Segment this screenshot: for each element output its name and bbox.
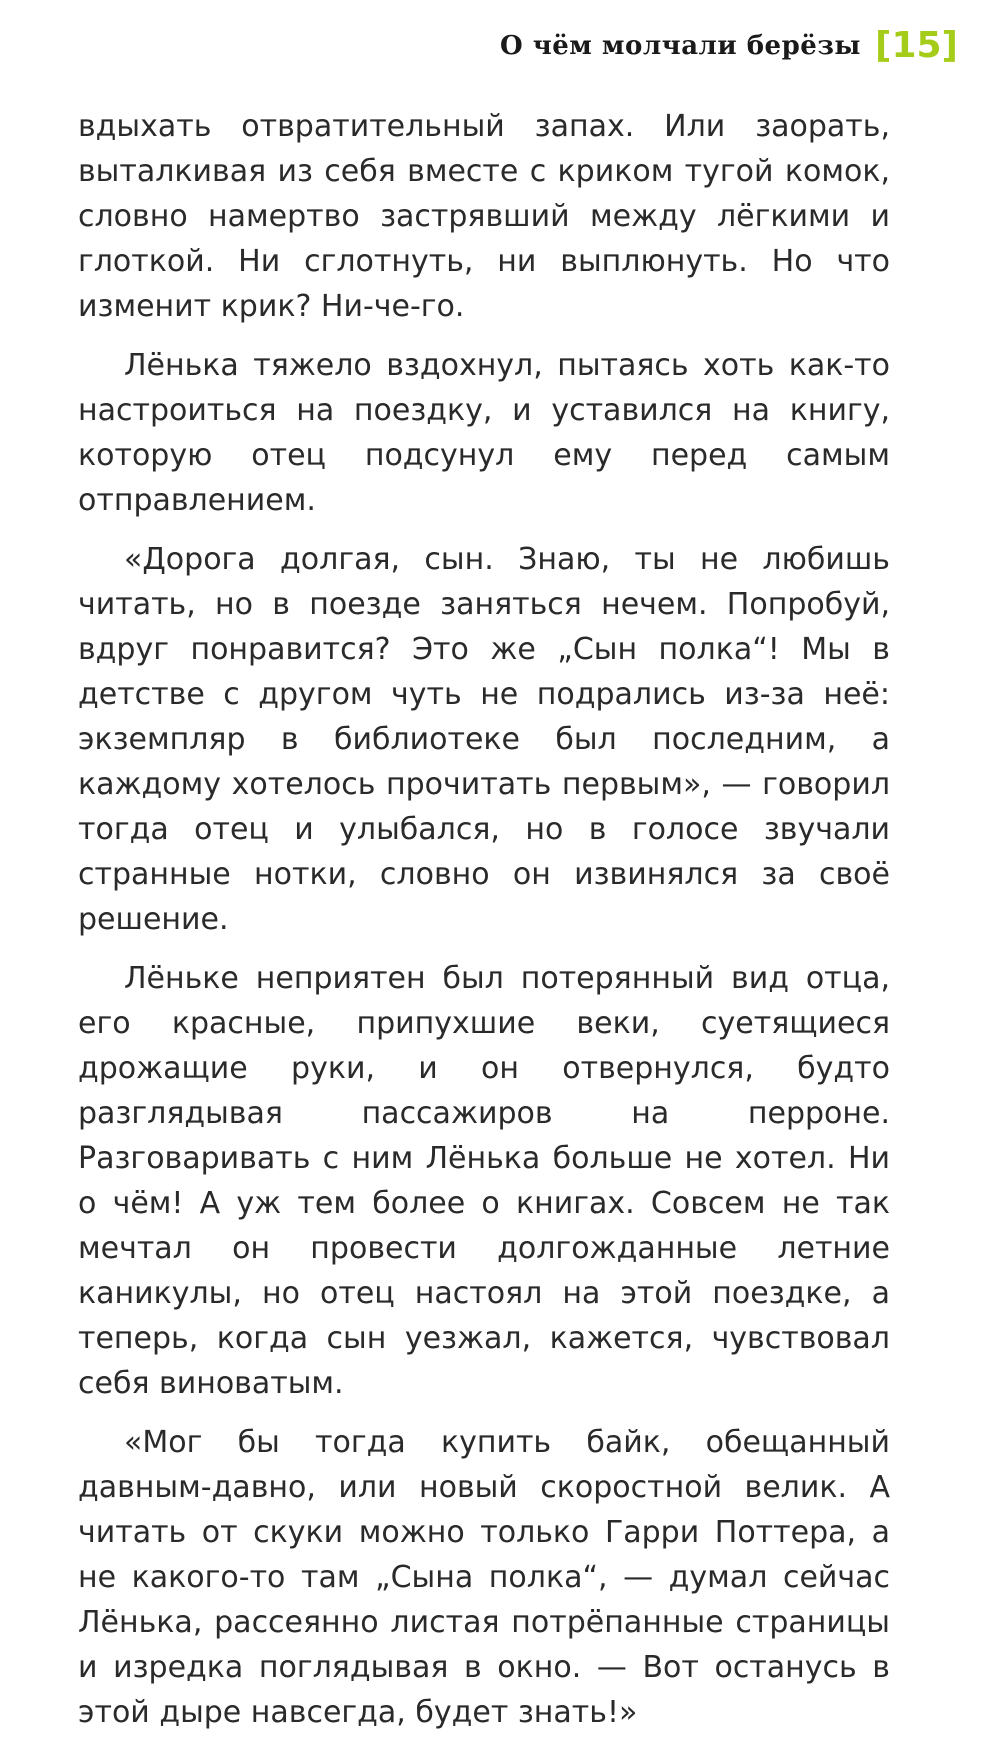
page-number-bracket-right: ] <box>941 25 958 66</box>
running-header <box>500 25 958 66</box>
paragraph-3: «Дорога долгая, сын. Знаю, ты не любишь читать, но в поезде заняться нечем. Попробуй, вдруг понравится? Это же „Сын полка“! Мы в детстве с другом чуть не подрались из-за неё: экземпляр в библиотеке был последним, а каждому хотелось прочитать первым», — говорил тогда отец и улыбался, но в голосе звучали странные нотки, словно он извинялся за своё решение. <box>78 542 890 937</box>
body-text <box>78 104 890 1749</box>
page-number-bracket-left: [ <box>874 25 892 66</box>
chapter-title: О чём молчали берёзы <box>500 31 861 61</box>
paragraph-2: Лёнька тяжело вздохнул, пытаясь хоть как-то настроиться на поездку, и уставился на книгу, которую отец подсунул ему перед самым отправлением. <box>78 348 890 518</box>
page-number <box>874 25 958 66</box>
paragraph-5: «Мог бы тогда купить байк, обещанный давным-давно, или новый скоростной велик. А читать от скуки можно только Гарри Поттера, а не какого-то там „Сына полка“, — думал сейчас Лёнька, рассеянно листая потрёпанные страницы и изредка поглядывая в окно. — Вот останусь в этой дыре навсегда, будет знать!» <box>78 1425 890 1730</box>
paragraph-1: вдыхать отвратительный запах. Или заорать, выталкивая из себя вместе с криком тугой комок, словно намертво застрявший между лёгкими и глоткой. Ни сглотнуть, ни выплюнуть. Но что изменит крик? Ни-че-го. <box>78 109 890 324</box>
paragraph-4: Лёньке неприятен был потерянный вид отца, его красные, припухшие веки, суетящиеся дрожащие руки, и он отвернулся, будто разглядывая пассажиров на перроне. Разговаривать с ним Лёнька больше не хотел. Ни о чём! А уж тем более о книгах. Совсем не так мечтал он провести долгожданные летние каникулы, но отец настоял на этой поездке, а теперь, когда сын уезжал, кажется, чувствовал себя виноватым. <box>78 961 890 1401</box>
page-number-value: 15 <box>891 25 942 66</box>
